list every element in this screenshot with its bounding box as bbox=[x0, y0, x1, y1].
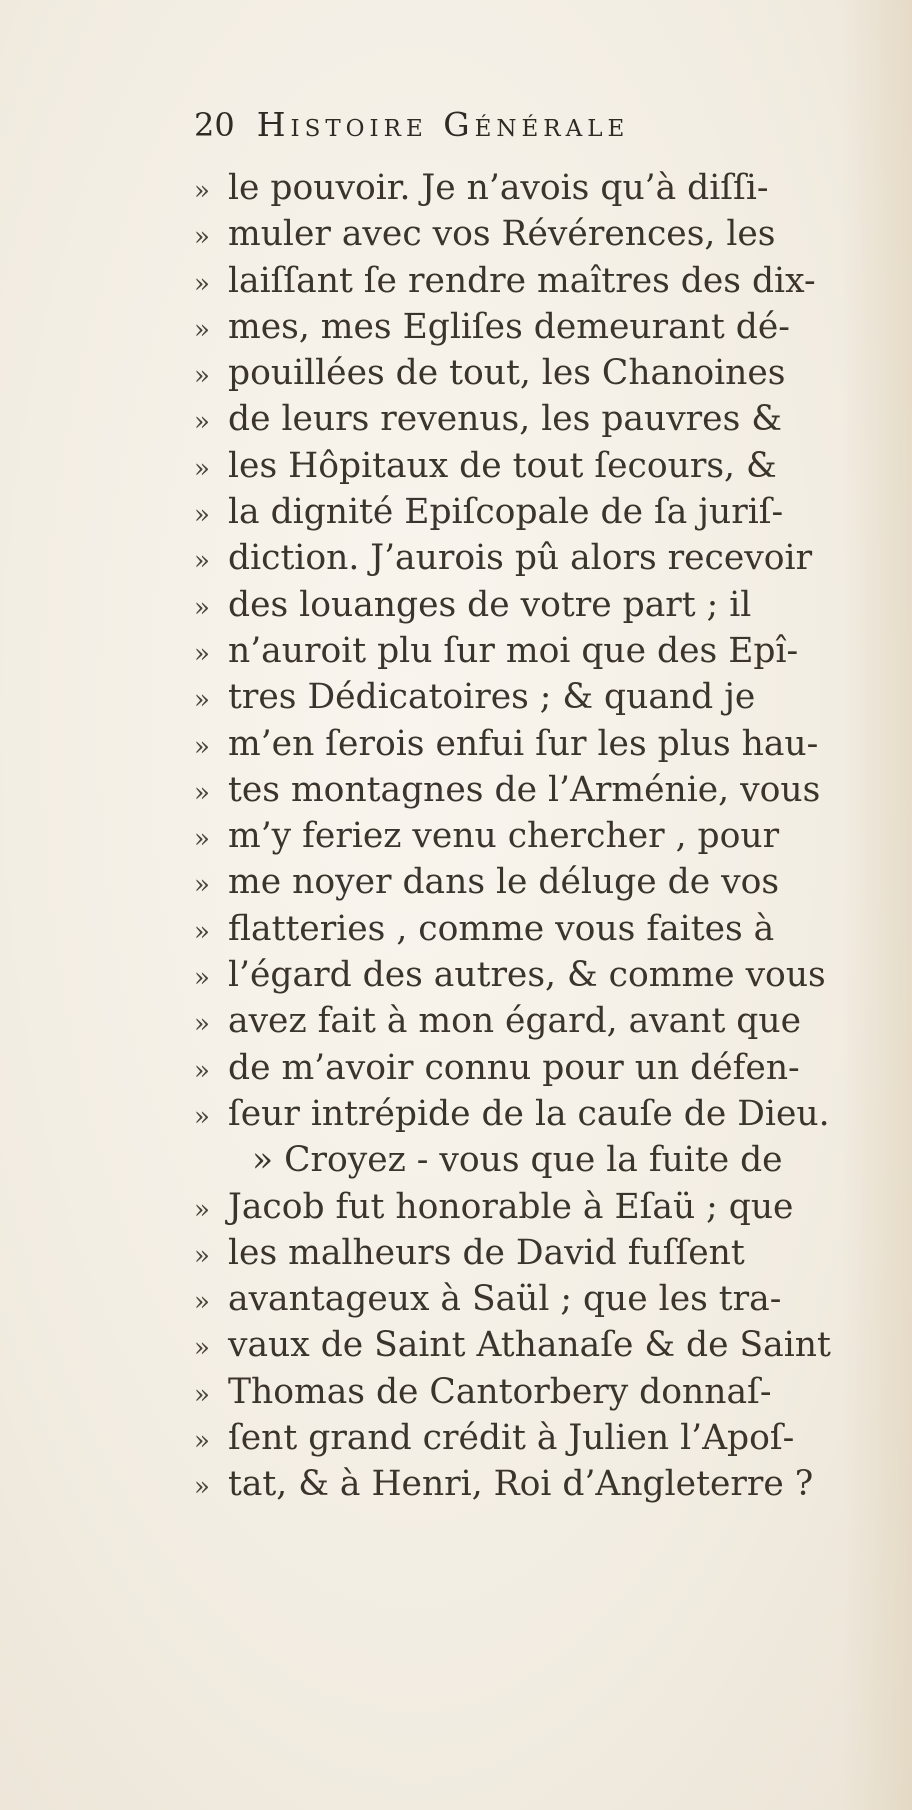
text-line bbox=[194, 859, 894, 905]
line-text: ſeur intrépide de la cauſe de Dieu. bbox=[228, 1093, 830, 1134]
quote-mark: » bbox=[194, 1009, 210, 1040]
text-line bbox=[194, 1091, 894, 1137]
text-line bbox=[194, 165, 894, 211]
line-text: muler avec vos Révérences, les bbox=[228, 214, 776, 255]
text-line bbox=[194, 535, 894, 581]
quote-mark: » bbox=[194, 407, 210, 438]
text-line bbox=[194, 813, 894, 859]
quote-mark: » bbox=[194, 222, 210, 253]
running-title: Histoire Générale bbox=[256, 105, 630, 144]
quote-mark: » bbox=[194, 824, 210, 855]
line-text: Thomas de Cantorbery donnaſ- bbox=[228, 1371, 772, 1412]
text-line bbox=[194, 1369, 894, 1415]
line-text: me noyer dans le déluge de vos bbox=[228, 862, 780, 903]
line-text: les malheurs de David fuſſent bbox=[228, 1232, 745, 1273]
text-line bbox=[194, 211, 894, 257]
quote-mark: » bbox=[194, 1426, 210, 1457]
quote-mark: » bbox=[194, 592, 210, 623]
quote-mark: » bbox=[194, 361, 210, 392]
line-text: de leurs revenus, les pauvres & bbox=[228, 399, 782, 440]
line-text: m’en ſerois enfui ſur les plus hau- bbox=[228, 723, 819, 764]
line-text: tat, & à Henri, Roi d’Angleterre ? bbox=[228, 1464, 814, 1505]
body-text bbox=[194, 165, 894, 1508]
text-line bbox=[194, 1230, 894, 1276]
line-text: n’auroit plu ſur moi que des Epî- bbox=[228, 630, 799, 671]
page-number: 20 bbox=[194, 106, 235, 144]
paragraph-start-line bbox=[194, 1137, 894, 1183]
text-line bbox=[194, 1461, 894, 1507]
line-text: » Croyez - vous que la fuite de bbox=[252, 1140, 783, 1181]
line-text: diction. J’aurois pû alors recevoir bbox=[228, 538, 813, 579]
quote-mark: » bbox=[194, 777, 210, 808]
text-line bbox=[194, 998, 894, 1044]
quote-mark: » bbox=[194, 870, 210, 901]
line-text: Jacob fut honorable à Eſaü ; que bbox=[228, 1186, 794, 1227]
quote-mark: » bbox=[194, 546, 210, 577]
quote-mark: » bbox=[194, 1333, 210, 1364]
line-text: pouillées de tout, les Chanoines bbox=[228, 353, 786, 394]
text-line bbox=[194, 1276, 894, 1322]
quote-mark: » bbox=[194, 1472, 210, 1503]
text-line bbox=[194, 489, 894, 535]
line-text: flatteries , comme vous faites à bbox=[228, 908, 775, 949]
quote-mark: » bbox=[194, 314, 210, 345]
text-line bbox=[194, 952, 894, 998]
line-text: mes, mes Egliſes demeurant dé- bbox=[228, 306, 790, 347]
line-text: le pouvoir. Je n’avois qu’à diſſi- bbox=[228, 168, 769, 208]
text-line bbox=[194, 350, 894, 396]
line-text: ſent grand crédit à Julien l’Apoſ- bbox=[228, 1418, 795, 1459]
quote-mark: » bbox=[194, 176, 210, 206]
text-line bbox=[194, 1184, 894, 1230]
quote-mark: » bbox=[194, 500, 210, 531]
line-text: laiſſant ſe rendre maîtres des dix- bbox=[228, 260, 816, 301]
line-text: des louanges de votre part ; il bbox=[228, 584, 752, 625]
line-text: m’y feriez venu chercher , pour bbox=[228, 816, 780, 857]
line-text: tres Dédicatoires ; & quand je bbox=[228, 677, 756, 718]
line-text: de m’avoir connu pour un défen- bbox=[228, 1047, 800, 1088]
quote-mark: » bbox=[194, 268, 210, 299]
quote-mark: » bbox=[194, 1194, 210, 1225]
quote-mark: » bbox=[194, 1379, 210, 1410]
quote-mark: » bbox=[194, 1101, 210, 1132]
line-text: les Hôpitaux de tout ſecours, & bbox=[228, 445, 777, 486]
line-text: la dignité Epiſcopale de ſa juriſ- bbox=[228, 492, 784, 533]
quote-mark: » bbox=[194, 1055, 210, 1086]
text-block bbox=[194, 105, 894, 1508]
text-line bbox=[194, 582, 894, 628]
text-line bbox=[194, 906, 894, 952]
text-line bbox=[194, 258, 894, 304]
text-line bbox=[194, 396, 894, 442]
quote-mark: » bbox=[194, 1287, 210, 1318]
quote-mark: » bbox=[194, 916, 210, 947]
text-line bbox=[194, 767, 894, 813]
quote-mark: » bbox=[194, 963, 210, 994]
text-line bbox=[194, 1045, 894, 1091]
quote-mark: » bbox=[194, 685, 210, 716]
text-line bbox=[194, 304, 894, 350]
text-line bbox=[194, 1322, 894, 1368]
text-line bbox=[194, 674, 894, 720]
text-line bbox=[194, 1415, 894, 1461]
line-text: l’égard des autres, & comme vous bbox=[228, 955, 826, 996]
running-header bbox=[194, 105, 894, 165]
line-text: avantageux à Saül ; que les tra- bbox=[228, 1279, 782, 1320]
text-line bbox=[194, 721, 894, 767]
text-line bbox=[194, 628, 894, 674]
quote-mark: » bbox=[194, 1240, 210, 1271]
quote-mark: » bbox=[194, 453, 210, 484]
line-text: vaux de Saint Athanaſe & de Saint bbox=[228, 1325, 831, 1366]
text-line bbox=[194, 443, 894, 489]
quote-mark: » bbox=[194, 731, 210, 762]
line-text: tes montagnes de l’Arménie, vous bbox=[228, 769, 821, 810]
line-text: avez fait à mon égard, avant que bbox=[228, 1001, 802, 1042]
quote-mark: » bbox=[194, 638, 210, 669]
